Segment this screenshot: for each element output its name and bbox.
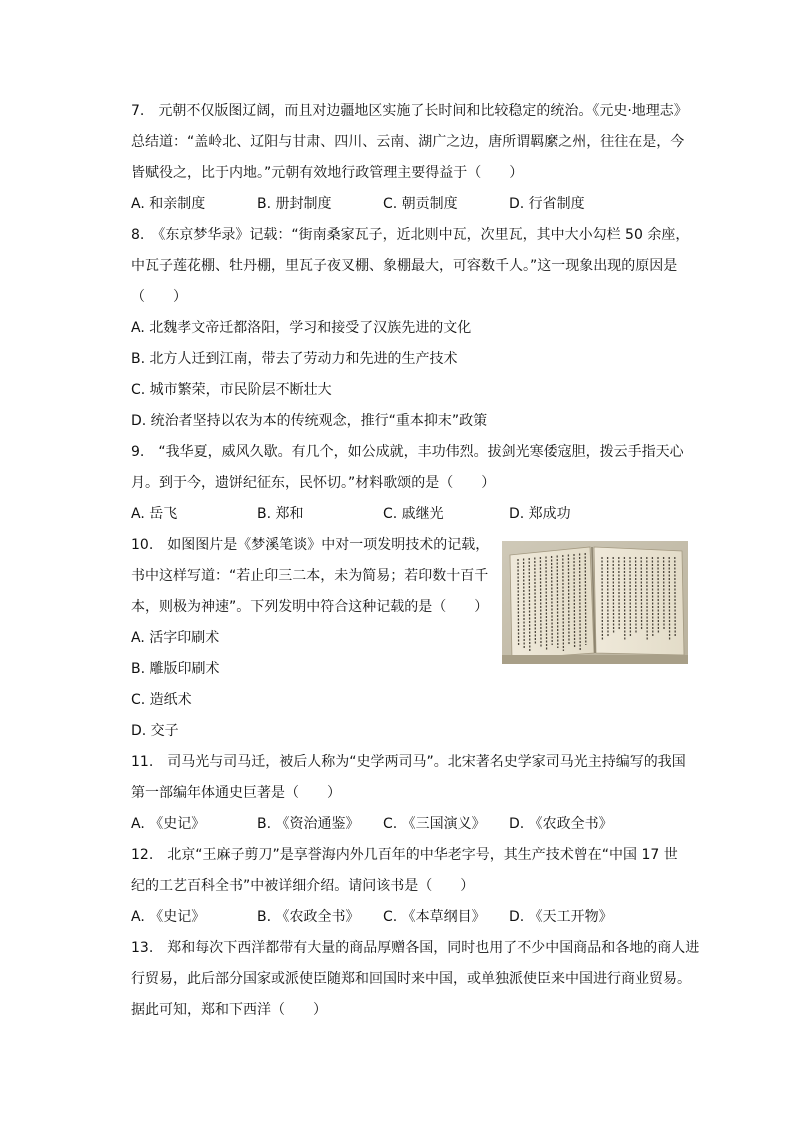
- question-text-line: 书中这样写道：“若止印三二本，未为简易；若印数十百千: [131, 568, 489, 584]
- option-b[interactable]: B. 雕版印刷术: [131, 661, 220, 677]
- question-13: [131, 933, 700, 1026]
- option-c[interactable]: C. 《本草纲目》: [383, 909, 486, 925]
- question-text-line: 纪的工艺百科全书”中被详细介绍。请问该书是（ ）: [131, 878, 475, 894]
- question-text-line: 11. 司马光与司马迁，被后人称为“史学两司马”。北宋著名史学家司马光主持编写的我国: [131, 754, 686, 770]
- question-text-line: 7. 元朝不仅版图辽阔，而且对边疆地区实施了长时间和比较稳定的统治。《元史·地理志》: [131, 103, 688, 119]
- question-text-line: 10. 如图图片是《梦溪笔谈》中对一项发明技术的记载，: [131, 537, 490, 553]
- option-d[interactable]: D. 行省制度: [509, 196, 585, 212]
- option-a[interactable]: A. 和亲制度: [131, 196, 206, 212]
- option-d[interactable]: D. 《农政全书》: [509, 816, 613, 832]
- option-b[interactable]: B. 郑和: [257, 506, 304, 522]
- option-b[interactable]: B. 《农政全书》: [257, 909, 360, 925]
- question-text-line: 8. 《东京梦华录》记载：“街南桑家瓦子，近北则中瓦，次里瓦，其中大小勾栏 50 余座，: [131, 227, 690, 243]
- question-text-line: 总结道：“盖岭北、辽阳与甘肃、四川、云南、湖广之边，唐所谓羁縻之州，往往在是，今: [131, 134, 685, 150]
- option-d[interactable]: D. 《天工开物》: [509, 909, 613, 925]
- question-text-line: 月。到于今，遗饼纪征东，民怀切。”材料歌颂的是（ ）: [131, 475, 496, 491]
- option-d[interactable]: D. 郑成功: [509, 506, 571, 522]
- option-a[interactable]: A. 《史记》: [131, 816, 206, 832]
- question-12: [131, 840, 691, 933]
- question-text-line: （ ）: [131, 289, 187, 305]
- mengxi-bitan-book-photo: [502, 541, 688, 664]
- exam-page: [131, 96, 700, 1026]
- option-d[interactable]: D. 统治者坚持以农为本的传统观念，推行“重本抑末”政策: [131, 413, 488, 429]
- option-row: [131, 499, 691, 530]
- question-text-line: 第一部编年体通史巨著是（ ）: [131, 785, 341, 801]
- question-text-line: 行贸易，此后部分国家或派使臣随郑和回国时来中国，或单独派使臣来中国进行商业贸易。: [131, 971, 691, 987]
- option-b[interactable]: B. 北方人迁到江南，带去了劳动力和先进的生产技术: [131, 351, 458, 367]
- option-b[interactable]: B. 册封制度: [257, 196, 332, 212]
- option-a[interactable]: A. 北魏孝文帝迁都洛阳，学习和接受了汉族先进的文化: [131, 320, 472, 336]
- question-text-line: 中瓦子莲花棚、牡丹棚，里瓦子夜叉棚、象棚最大，可容数千人。”这一现象出现的原因是: [131, 258, 678, 274]
- option-d[interactable]: D. 交子: [131, 723, 179, 739]
- option-a[interactable]: A. 活字印刷术: [131, 630, 220, 646]
- ancient-book-image: [502, 541, 688, 664]
- option-row: [131, 902, 691, 933]
- option-c[interactable]: C. 《三国演义》: [383, 816, 486, 832]
- question-11: [131, 747, 691, 840]
- question-text-line: 皆赋役之，比于内地。”元朝有效地行政管理主要得益于（ ）: [131, 165, 524, 181]
- option-c[interactable]: C. 朝贡制度: [383, 196, 458, 212]
- question-text-line: 9. “我华夏，威风久歇。有几个，如公成就，丰功伟烈。拔剑光寒倭寇胆，拨云手指天心: [131, 444, 684, 460]
- option-a[interactable]: A. 岳飞: [131, 506, 178, 522]
- question-7: [131, 96, 691, 220]
- option-c[interactable]: C. 城市繁荣，市民阶层不断壮大: [131, 382, 332, 398]
- question-9: [131, 437, 691, 530]
- question-text-line: 13. 郑和每次下西洋都带有大量的商品厚赠各国，同时也用了不少中国商品和各地的商人进: [131, 940, 700, 956]
- question-8: [131, 220, 691, 437]
- option-c[interactable]: C. 造纸术: [131, 692, 192, 708]
- option-c[interactable]: C. 戚继光: [383, 506, 444, 522]
- option-row: [131, 809, 691, 840]
- option-a[interactable]: A. 《史记》: [131, 909, 206, 925]
- question-text-line: 12. 北京“王麻子剪刀”是享誉海内外几百年的中华老字号，其生产技术曾在“中国 17 世: [131, 847, 678, 863]
- question-text-line: 据此可知，郑和下西洋（ ）: [131, 1002, 327, 1018]
- option-b[interactable]: B. 《资治通鉴》: [257, 816, 360, 832]
- option-row: [131, 189, 691, 220]
- question-text-line: 本，则极为神速”。下列发明中符合这种记载的是（ ）: [131, 599, 489, 615]
